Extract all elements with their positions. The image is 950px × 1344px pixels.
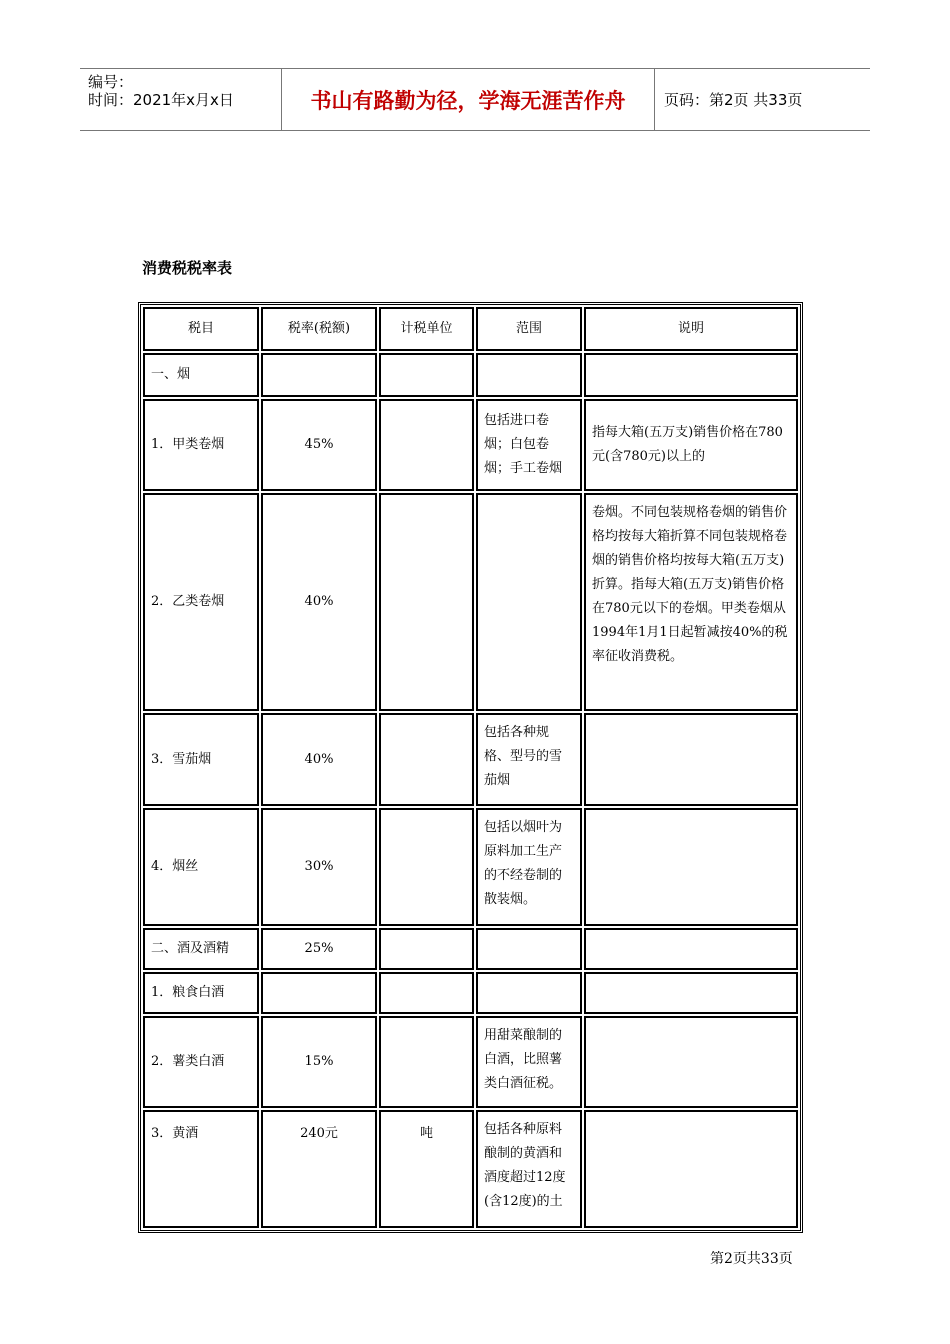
item-cell: 2．乙类卷烟 bbox=[143, 493, 259, 711]
table-row bbox=[143, 972, 798, 1014]
table-row bbox=[143, 399, 798, 491]
page-header bbox=[80, 68, 870, 131]
note-cell: 卷烟。不同包装规格卷烟的销售价格均按每大箱折算不同包装规格卷烟的销售价格均按每大箱(五万支)折算。指每大箱(五万支)销售价格在780元以下的卷烟。甲类卷烟从1994年1月1日起暂减按40%的税率征收消费税。 bbox=[584, 493, 798, 711]
unit-cell bbox=[379, 399, 474, 491]
scope-cell bbox=[476, 353, 582, 397]
scope-cell: 包括以烟叶为原料加工生产的不经卷制的散装烟。 bbox=[476, 808, 582, 926]
page-footer: 第2页共33页 bbox=[710, 1251, 793, 1267]
table-row bbox=[143, 713, 798, 806]
rate-cell: 30% bbox=[261, 808, 377, 926]
rate-cell: 15% bbox=[261, 1016, 377, 1108]
unit-cell bbox=[379, 972, 474, 1014]
scope-cell: 包括进口卷烟；白包卷烟；手工卷烟 bbox=[476, 399, 582, 491]
time-label: 时间：2021年x月x日 bbox=[88, 91, 234, 109]
item-cell: 二、酒及酒精 bbox=[143, 928, 259, 970]
scope-cell: 用甜菜酿制的白酒，比照薯类白酒征税。 bbox=[476, 1016, 582, 1108]
note-cell bbox=[584, 928, 798, 970]
rate-cell: 40% bbox=[261, 493, 377, 711]
item-cell: 3．黄酒 bbox=[143, 1110, 259, 1228]
scope-cell bbox=[476, 928, 582, 970]
unit-cell bbox=[379, 1016, 474, 1108]
note-cell bbox=[584, 713, 798, 806]
item-cell: 1．粮食白酒 bbox=[143, 972, 259, 1014]
item-cell: 1．甲类卷烟 bbox=[143, 399, 259, 491]
note-cell bbox=[584, 1110, 798, 1228]
unit-cell bbox=[379, 808, 474, 926]
scope-cell: 包括各种原料酿制的黄酒和酒度超过12度(含12度)的土 bbox=[476, 1110, 582, 1228]
table-row bbox=[143, 1016, 798, 1108]
note-cell bbox=[584, 353, 798, 397]
scope-cell bbox=[476, 972, 582, 1014]
table-row bbox=[143, 1110, 798, 1228]
table-row bbox=[143, 928, 798, 970]
item-cell: 3．雪茄烟 bbox=[143, 713, 259, 806]
document-title: 消费税税率表 bbox=[142, 259, 233, 277]
table-header-row bbox=[143, 307, 798, 351]
rate-cell: 45% bbox=[261, 399, 377, 491]
unit-cell bbox=[379, 713, 474, 806]
serial-label: 编号： bbox=[88, 73, 134, 91]
unit-cell: 吨 bbox=[379, 1110, 474, 1228]
unit-cell bbox=[379, 928, 474, 970]
tax-rate-table bbox=[138, 302, 803, 1233]
item-cell: 一、烟 bbox=[143, 353, 259, 397]
header-cell: 税率(税额) bbox=[261, 307, 377, 351]
scope-cell: 包括各种规格、型号的雪茄烟 bbox=[476, 713, 582, 806]
scope-cell bbox=[476, 493, 582, 711]
page-info: 页码：第2页 共33页 bbox=[664, 91, 803, 109]
item-cell: 4．烟丝 bbox=[143, 808, 259, 926]
table-row bbox=[143, 353, 798, 397]
table-row bbox=[143, 493, 798, 711]
note-cell bbox=[584, 808, 798, 926]
rate-cell: 25% bbox=[261, 928, 377, 970]
header-cell: 说明 bbox=[584, 307, 798, 351]
rate-cell bbox=[261, 972, 377, 1014]
motto: 书山有路勤为径，学海无涯苦作舟 bbox=[282, 69, 655, 130]
rate-cell: 240元 bbox=[261, 1110, 377, 1228]
header-cell: 范围 bbox=[476, 307, 582, 351]
header-cell: 计税单位 bbox=[379, 307, 474, 351]
note-cell bbox=[584, 972, 798, 1014]
item-cell: 2．薯类白酒 bbox=[143, 1016, 259, 1108]
header-meta bbox=[80, 69, 282, 130]
rate-cell bbox=[261, 353, 377, 397]
unit-cell bbox=[379, 493, 474, 711]
note-cell bbox=[584, 1016, 798, 1108]
note-cell: 指每大箱(五万支)销售价格在780元(含780元)以上的 bbox=[584, 399, 798, 491]
unit-cell bbox=[379, 353, 474, 397]
rate-cell: 40% bbox=[261, 713, 377, 806]
header-cell: 税目 bbox=[143, 307, 259, 351]
table-row bbox=[143, 808, 798, 926]
